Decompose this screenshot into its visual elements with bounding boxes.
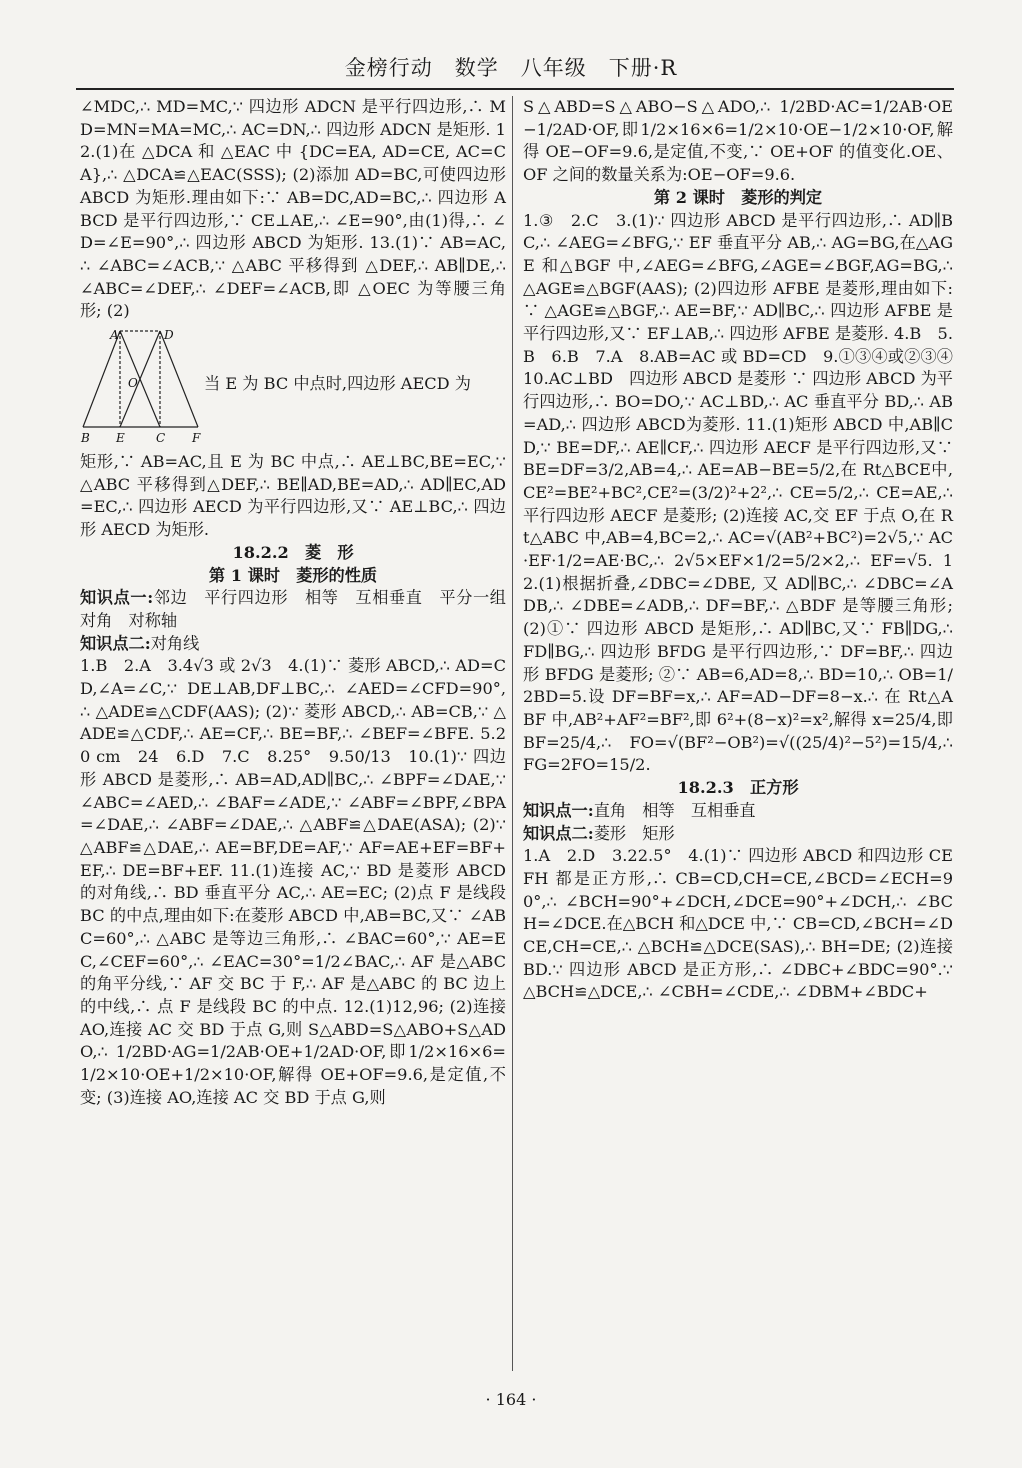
knowledge-text: 对角线 xyxy=(150,633,200,653)
knowledge-text: 直角 相等 互相垂直 xyxy=(593,800,756,820)
knowledge-label: 知识点一: xyxy=(80,588,154,608)
left-column xyxy=(80,96,506,1109)
knowledge-text: 邻边 平行四边形 相等 互相垂直 平分一组对角 对称轴 xyxy=(80,588,506,630)
answer-paragraph: S△ABD=S△ABO−S△ADO,∴ 1/2BD·AC=1/2AB·OE−1/2AD·OF,即1/2×16×6=1/2×10·OE−1/2×10·OF,解得 OE−OF=9.6,是定值,不变,∵ OE+OF 的值变化.OE、OF 之间的数量关系为:OE−OF=9.6. xyxy=(523,97,953,185)
right-column xyxy=(523,96,970,1004)
figure-block xyxy=(80,327,506,449)
knowledge-point-2 xyxy=(80,633,506,656)
figure-label-b: B xyxy=(81,431,90,446)
figure-caption-text: 当 E 为 BC 中点时,四边形 AECD 为 xyxy=(204,374,471,394)
knowledge-point-1 xyxy=(80,587,506,632)
knowledge-label: 知识点一: xyxy=(523,800,594,820)
answer-paragraph: 矩形,∵ AB=AC,且 E 为 BC 中点,∴ AE⊥BC,BE=EC,∵ △ABC 平移得到△DEF,∴ BE∥AD,BE=AD,∴ AD∥EC,AD=EC,∴ 四边形 AECD 为平行四边形,又∵ AE⊥BC,∴ 四边形 AECD 为矩形. xyxy=(80,452,506,540)
header-rule xyxy=(76,88,954,90)
figure-label-c: C xyxy=(156,431,166,446)
knowledge-point-2 xyxy=(523,823,953,846)
section-heading: 18.2.2 菱 形 xyxy=(232,542,354,562)
answer-paragraph: 1.B 2.A 3.4√3 或 2√3 4.(1)∵ 菱形 ABCD,∴ AD=CD,∠A=∠C,∵ DE⊥AB,DF⊥BC,∴ ∠AED=∠CFD=90°,∴ △ADE≌△CDF(AAS); (2)∵ 菱形 ABCD,∴ AB=CB,∵ △ADE≌△CDF,∴ AE=CF,∴ BE=BF,∴ ∠BEF=∠BFE. 5.20 cm 24 6.D 7.C 8.25° 9.50/13 10.(1)∵ 四边形 ABCD 是菱形,∴ AB=AD,AD∥BC,∴ ∠BPF=∠DAE,∵ ∠ABC=∠AED,∴ ∠BAF=∠ADE,∵ ∠ABF=∠BPF,∠BPA=∠DAE,∴ ∠ABF=∠DAE,∴ △ABF≌△DAE(ASA); (2)∵ △ABF≌△DAE,∴ AE=BF,DE=AF,∵ AF=AE+EF=BF+EF,∴ DE=BF+EF. 11.(1)连接 AC,∵ BD 是菱形 ABCD 的对角线,∴ BD 垂直平分 AC,∴ AE=EC; (2)点 F 是线段 BC 的中点,理由如下:在菱形 ABCD 中,AB=BC,又∵ ∠ABC=60°,∴ △ABC 是等边三角形,∴ ∠BAC=60°,∵ AE=EC,∠CEF=60°,∴ ∠EAC=30°=1/2∠BAC,∴ AF 是△ABC 的角平分线,∵ AF 交 BC 于 F,∴ AF 是△ABC 的 BC 边上的中线,∴ 点 F 是线段 BC 的中点. 12.(1)12,96; (2)连接 AO,连接 AC 交 BD 于点 G,则 S△ABD=S△ABO+S△ADO,∴ 1/2BD·AG=1/2AB·OE+1/2AD·OF,即1/2×16×6=1/2×10·OE+1/2×10·OF,解得 OE+OF=9.6,是定值,不变; (3)连接 AO,连接 AC 交 BD 于点 G,则 xyxy=(80,656,506,1107)
knowledge-label: 知识点二: xyxy=(80,633,151,653)
lesson-heading: 第 1 课时 菱形的性质 xyxy=(208,565,378,585)
answer-paragraph: 1.③ 2.C 3.(1)∵ 四边形 ABCD 是平行四边形,∴ AD∥BC,∴ ∠AEG=∠BFG,∵ EF 垂直平分 AB,∴ AG=BG,在△AGE 和△BGF 中,∠AEG=∠BFG,∠AGE=∠BGF,AG=BG,∴ △AGE≌△BGF(AAS); (2)四边形 AFBE 是菱形,理由如下:∵ △AGE≌△BGF,∴ AE=BF,∵ AD∥BC,∴ 四边形 AFBE 是平行四边形,又∵ EF⊥AB,∴ 四边形 AFBE 是菱形. 4.B 5.B 6.B 7.A 8.AB=AC 或 BD=CD 9.①③④或②③④ 10.AC⊥BD 四边形 ABCD 是菱形 ∵ 四边形 ABCD 为平行四边形,∴ BO=DO,∵ AC⊥BD,∴ AC 垂直平分 BD,∴ AB=AD,∴ 四边形 ABCD为菱形. 11.(1)矩形 ABCD 中,AB∥CD,∵ BE=DF,∴ AE∥CF,∴ 四边形 AECF 是平行四边形,又∵ BE=DF=3/2,AB=4,∴ AE=AB−BE=5/2,在 Rt△BCE中,CE²=BE²+BC²,CE²=(3/2)²+2²,∴ CE=5/2,∴ CE=AE,∴ 平行四边形 AECF 是菱形; (2)连接 AC,交 EF 于点 O,在 Rt△ABC 中,AB=4,BC=2,∴ AC=√(AB²+BC²)=2√5,∵ AC·EF·1/2=AE·BC,∴ 2√5×EF×1/2=5/2×2,∴ EF=√5. 12.(1)根据折叠,∠DBC=∠DBE, 又 AD∥BC,∴ ∠DBC=∠ADB,∴ ∠DBE=∠ADB,∴ DF=BF,∴ △BDF 是等腰三角形; (2)①∵ 四边形 ABCD 是矩形,∴ AD∥BC,又∵ FB∥DG,∴ FD∥BG,∴ 四边形 BFDG 是平行四边形,∵ DF=BF,∴ 四边形 BFDG 是菱形; ②∵ AB=6,AD=8,∴ BD=10,∴ OB=1/2BD=5.设 DF=BF=x,∴ AF=AD−DF=8−x.∴ 在 Rt△ABF 中,AB²+AF²=BF²,即 6²+(8−x)²=x²,解得 x=25/4,即 BF=25/4,∴ FO=√(BF²−OB²)=√((25/4)²−5²)=15/4,∴ FG=2FO=15/2. xyxy=(523,210,970,775)
figure-label-a: A xyxy=(110,328,119,343)
knowledge-point-1 xyxy=(523,800,953,823)
answer-paragraph: 1.A 2.D 3.22.5° 4.(1)∵ 四边形 ABCD 和四边形 CEFH 都是正方形,∴ CB=CD,CH=CE,∠BCD=∠ECH=90°,∴ ∠BCH=90°+∠DCH,∠DCE=90°+∠DCH,∴ ∠BCH=∠DCE.在△BCH 和△DCE 中,∵ CB=CD,∠BCH=∠DCE,CH=CE,∴ △BCH≌△DCE(SAS),∴ BH=DE; (2)连接 BD.∵ 四边形 ABCD 是正方形,∴ ∠DBC+∠BDC=90°.∵ △BCH≌△DCE,∴ ∠CBH=∠CDE,∴ ∠DBM+∠BDC+ xyxy=(523,846,953,1002)
knowledge-label: 知识点二: xyxy=(523,823,594,843)
figure-label-f: F xyxy=(192,431,201,446)
section-heading: 18.2.3 正方形 xyxy=(677,778,799,798)
knowledge-text: 菱形 矩形 xyxy=(593,823,675,843)
figure-label-e: E xyxy=(116,431,125,446)
column-divider xyxy=(512,96,513,1371)
page-header: 金榜行动 数学 八年级 下册·R xyxy=(344,56,678,80)
answer-paragraph: ∠MDC,∴ MD=MC,∵ 四边形 ADCN 是平行四边形,∴ MD=MN=MA=MC,∴ AC=DN,∴ 四边形 ADCN 是矩形. 12.(1)在 △DCA 和 △EAC 中 {DC=EA, AD=CE, AC=CA},∴ △DCA≌△EAC(SSS); (2)添加 AD=BC,可使四边形 ABCD 为矩形.理由如下:∵ AB=DC,AD=BC,∴ 四边形 ABCD 是平行四边形,∵ CE⊥AE,∴ ∠E=90°,由(1)得,∴ ∠D=∠E=90°,∴ 四边形 ABCD 为矩形. 13.(1)∵ AB=AC,∴ ∠ABC=∠ACB,∵ △ABC 平移得到 △DEF,∴ AB∥DE,∴ ∠ABC=∠DEF,∴ ∠DEF=∠ACB,即 △OEC 为等腰三角形; (2) xyxy=(80,97,506,321)
lesson-heading: 第 2 课时 菱形的判定 xyxy=(653,187,823,207)
figure-label-d: D xyxy=(164,328,174,343)
geometry-figure xyxy=(80,327,204,445)
figure-label-o: O xyxy=(128,376,138,391)
page-number: · 164 · xyxy=(485,1390,537,1409)
